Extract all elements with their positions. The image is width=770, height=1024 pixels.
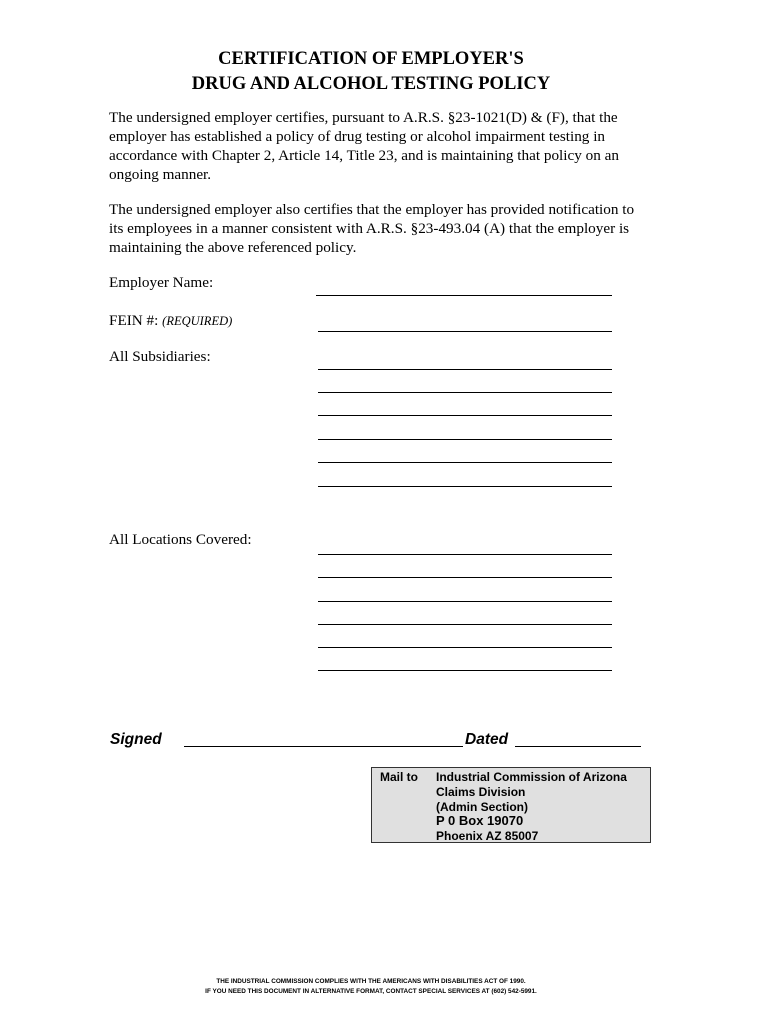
subsidiary-line-1[interactable] xyxy=(318,369,612,370)
date-field[interactable] xyxy=(515,746,641,747)
mail-to-box xyxy=(371,767,651,843)
dated-label: Dated xyxy=(465,731,509,748)
mail-address-line: Claims Division xyxy=(436,784,526,799)
employer-name-label: Employer Name: xyxy=(109,274,214,291)
ada-notice xyxy=(0,977,742,997)
subsidiary-line-3[interactable] xyxy=(318,415,612,416)
paragraph-line: maintaining the above referenced policy. xyxy=(109,239,357,256)
location-line-2[interactable] xyxy=(318,577,612,578)
subsidiary-line-2[interactable] xyxy=(318,392,612,393)
mail-to-label: Mail to xyxy=(380,770,418,784)
subsidiary-line-5[interactable] xyxy=(318,462,612,463)
signed-label: Signed xyxy=(110,731,162,748)
document-title xyxy=(0,47,742,97)
paragraph-line: ongoing manner. xyxy=(109,166,212,183)
subsidiary-line-6[interactable] xyxy=(318,486,612,487)
title-line-1: CERTIFICATION OF EMPLOYER'S xyxy=(218,49,524,69)
certification-paragraph-1 xyxy=(109,108,654,184)
paragraph-line: The undersigned employer also certifies that the employer has provided notification to xyxy=(109,201,635,218)
location-line-3[interactable] xyxy=(318,601,612,602)
paragraph-line: The undersigned employer certifies, pursuant to A.R.S. §23-1021(D) & (F), that the xyxy=(109,109,618,126)
ada-notice-line: THE INDUSTRIAL COMMISSION COMPLIES WITH THE AMERICANS WITH DISABILITIES ACT OF 1990. xyxy=(216,978,526,985)
mail-address-line: Industrial Commission of Arizona xyxy=(436,770,627,784)
location-line-5[interactable] xyxy=(318,647,612,648)
location-line-6[interactable] xyxy=(318,670,612,671)
mail-address-line: Phoenix AZ 85007 xyxy=(436,829,539,844)
mail-address-line: (Admin Section) xyxy=(436,799,528,814)
mail-address xyxy=(436,770,627,844)
paragraph-line: employer has established a policy of drug testing or alcohol impairment testing in xyxy=(109,128,606,145)
subsidiaries-label: All Subsidiaries: xyxy=(109,348,211,365)
fein-field[interactable] xyxy=(318,331,612,332)
paragraph-line: accordance with Chapter 2, Article 14, Title 23, and is maintaining that policy on an xyxy=(109,147,619,164)
subsidiary-line-4[interactable] xyxy=(318,439,612,440)
fein-required-note: (REQUIRED) xyxy=(162,314,233,328)
mail-address-line: P 0 Box 19070 xyxy=(436,813,524,829)
employer-name-field[interactable] xyxy=(316,295,612,296)
certification-paragraph-2 xyxy=(109,200,654,257)
paragraph-line: its employees in a manner consistent with A.R.S. §23-493.04 (A) that the employer is xyxy=(109,220,630,237)
location-line-4[interactable] xyxy=(318,624,612,625)
locations-label: All Locations Covered: xyxy=(109,531,252,548)
signature-field[interactable] xyxy=(184,746,463,747)
fein-label-text: FEIN #: xyxy=(109,312,159,329)
fein-label xyxy=(109,311,232,331)
title-line-2: DRUG AND ALCOHOL TESTING POLICY xyxy=(191,74,551,94)
ada-notice-line: IF YOU NEED THIS DOCUMENT IN ALTERNATIVE FORMAT, CONTACT SPECIAL SERVICES AT (602) 542-5991. xyxy=(205,988,537,995)
location-line-1[interactable] xyxy=(318,554,612,555)
